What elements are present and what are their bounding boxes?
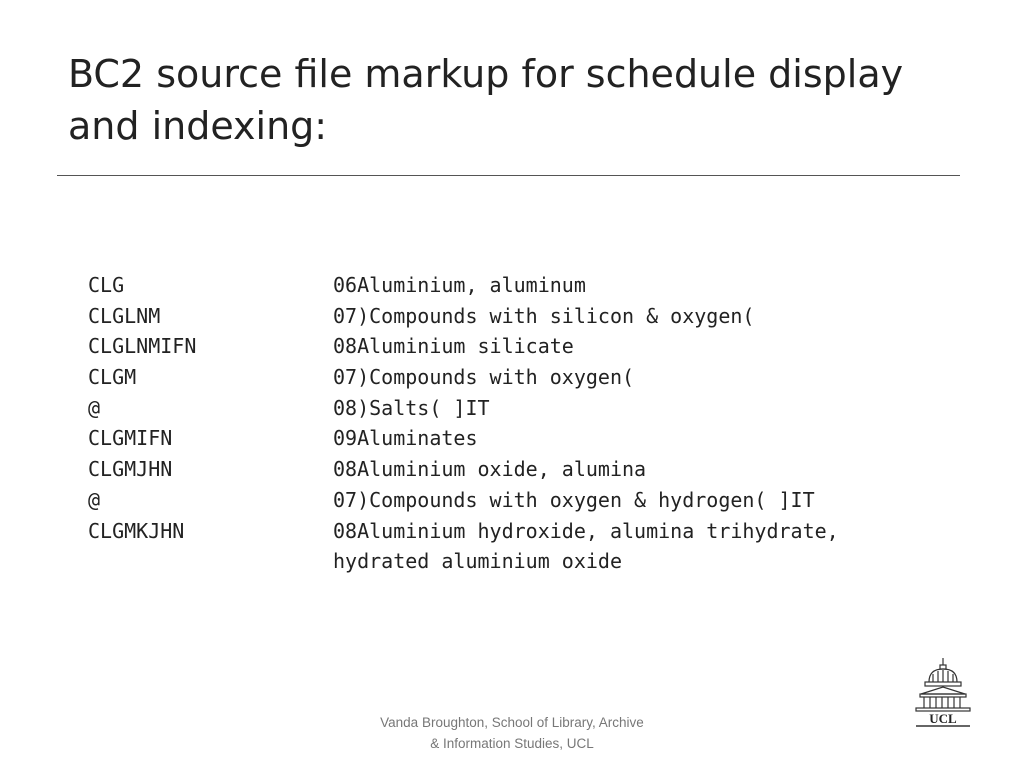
listing-row bbox=[88, 546, 988, 577]
title-divider bbox=[57, 175, 960, 176]
slide-title bbox=[68, 48, 968, 152]
notation-code: CLGMIFN bbox=[88, 426, 173, 451]
notation-code: CLGLNM bbox=[88, 303, 161, 328]
listing-row bbox=[88, 270, 988, 301]
notation-code: CLG bbox=[88, 273, 125, 297]
notation-code: CLGM bbox=[88, 365, 137, 390]
notation-code: CLGLNMIFN bbox=[88, 334, 197, 359]
notation-code: @ bbox=[88, 395, 101, 420]
listing-row bbox=[88, 516, 988, 547]
notation-code: CLGMKJHN bbox=[88, 518, 185, 543]
caption-text: 06Aluminium, aluminum bbox=[333, 273, 586, 297]
listing-row bbox=[88, 485, 988, 516]
listing-row bbox=[88, 423, 988, 454]
notation-code bbox=[88, 546, 333, 577]
listing-row bbox=[88, 362, 988, 393]
caption-text: hydrated aluminium oxide bbox=[333, 549, 622, 574]
caption-text: 09Aluminates bbox=[333, 426, 478, 451]
caption-text: 07)Compounds with oxygen( bbox=[333, 365, 635, 390]
caption-text: 07)Compounds with oxygen & hydrogen( ]IT bbox=[333, 487, 815, 512]
notation-code: @ bbox=[88, 487, 101, 512]
ucl-portico-dome-icon bbox=[912, 656, 974, 728]
notation-code: CLGMJHN bbox=[88, 457, 173, 482]
caption-text: 08)Salts( ]IT bbox=[333, 395, 490, 420]
slide-title-line-2: and indexing: bbox=[68, 104, 328, 148]
ucl-logo-text: UCL bbox=[929, 711, 957, 726]
caption-text: 08Aluminium oxide, alumina bbox=[333, 457, 647, 482]
listing-row bbox=[88, 331, 988, 362]
slide-title-line-1: BC2 source file markup for schedule display bbox=[68, 52, 904, 96]
markup-listing bbox=[88, 270, 988, 577]
slide-footer bbox=[312, 712, 712, 754]
footer-line-1: Vanda Broughton, School of Library, Archive bbox=[380, 715, 644, 730]
footer-line-2: & Information Studies, UCL bbox=[430, 736, 594, 751]
caption-text: 08Aluminium hydroxide, alumina trihydrate, bbox=[333, 518, 839, 543]
caption-text: 08Aluminium silicate bbox=[333, 334, 574, 359]
listing-row bbox=[88, 454, 988, 485]
caption-text: 07)Compounds with silicon & oxygen( bbox=[333, 303, 755, 328]
listing-row bbox=[88, 393, 988, 424]
ucl-logo bbox=[912, 656, 974, 728]
listing-row bbox=[88, 301, 988, 332]
